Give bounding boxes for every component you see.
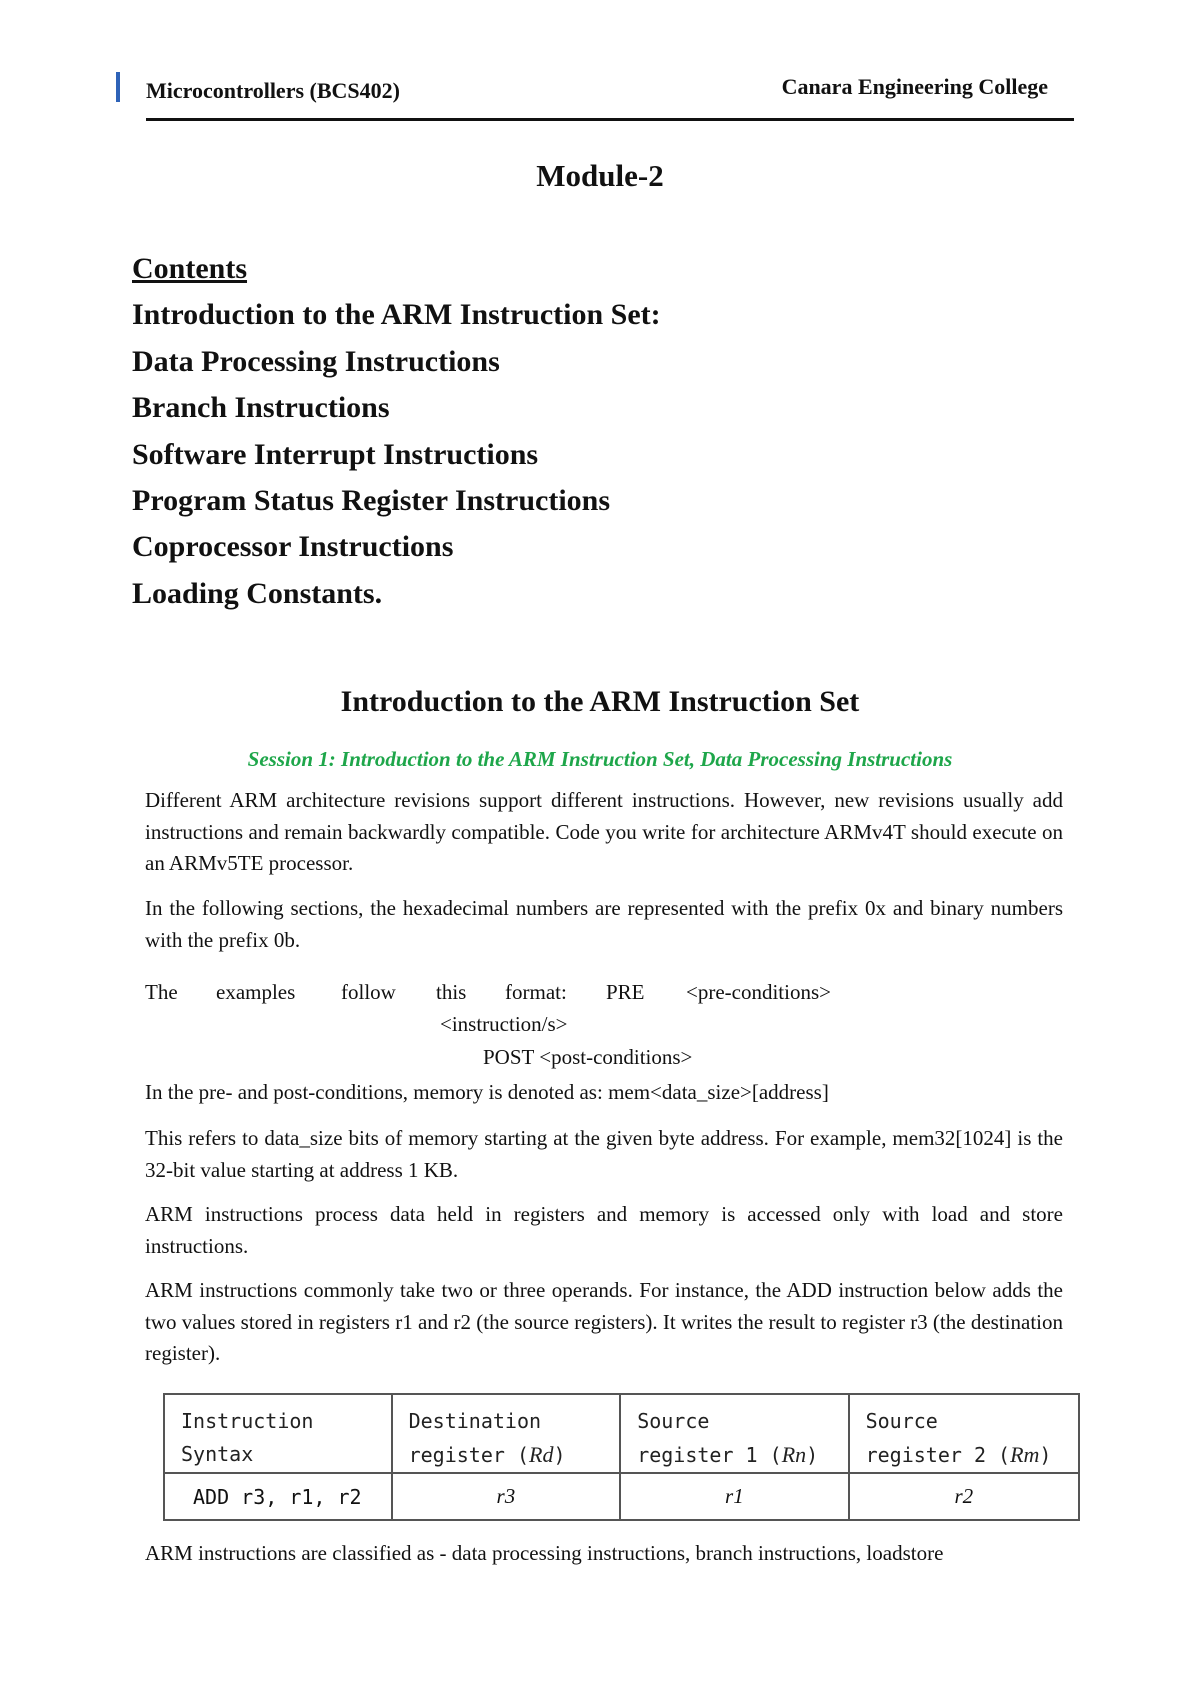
- contents-item: Loading Constants.: [132, 576, 383, 610]
- paragraph: In the following sections, the hexadecimal numbers are represented with the prefix 0x and binary numbers with the prefix 0b.: [145, 896, 1063, 952]
- contents-item: Data Processing Instructions: [132, 344, 500, 378]
- paragraph: Different ARM architecture revisions support different instructions. However, new revisions usually add instructions and remain backwardly compatible. Code you write for architecture ARMv4T should execute on an ARMv5TE processor.: [145, 788, 1063, 875]
- format-pre: PRE: [606, 980, 645, 1004]
- contents-item: Program Status Register Instructions: [132, 484, 611, 518]
- format-word: examples: [216, 980, 296, 1004]
- contents-item: Branch Instructions: [132, 391, 390, 425]
- section-title: Introduction to the ARM Instruction Set: [340, 685, 860, 718]
- paragraph: ARM instructions commonly take two or three operands. For instance, the ADD instruction below adds the two values stored in registers r1 and r2 (the source registers). It writes the result to register r3 (the destination register).: [145, 1278, 1063, 1365]
- header-accent-bar: [116, 72, 120, 102]
- contents-item: Coprocessor Instructions: [132, 530, 454, 564]
- paragraph: ARM instructions are classified as - data processing instructions, branch instructions, loadstore: [145, 1541, 944, 1565]
- format-post: POST <post-conditions>: [483, 1045, 693, 1069]
- instruction-syntax-table: [163, 1393, 1080, 1521]
- table-cell-rd: r3: [392, 1473, 621, 1520]
- session-title: Session 1: Introduction to the ARM Instruction Set, Data Processing Instructions: [247, 747, 953, 771]
- table-cell-rm: r2: [849, 1473, 1079, 1520]
- paragraph: ARM instructions process data held in registers and memory is accessed only with load and store instructions.: [145, 1202, 1063, 1258]
- paragraph: In the pre- and post-conditions, memory is denoted as: mem<data_size>[address]: [145, 1080, 829, 1104]
- module-title: Module-2: [536, 158, 664, 193]
- header-college-name: Canara Engineering College: [781, 74, 1048, 99]
- contents-item: Introduction to the ARM Instruction Set:: [132, 298, 661, 332]
- format-instruction: <instruction/s>: [440, 1012, 568, 1036]
- contents-list: [132, 246, 661, 617]
- table-row: [164, 1473, 1079, 1520]
- header-rule: [146, 118, 1074, 121]
- table-cell-instruction: ADD r3, r1, r2: [164, 1473, 392, 1520]
- table-cell-rn: r1: [620, 1473, 848, 1520]
- format-word: The: [145, 980, 178, 1004]
- table-header-cell: Destination register (Rd): [392, 1394, 621, 1473]
- table-header-cell: Source register 1 (Rn): [620, 1394, 848, 1473]
- table-header-cell: Source register 2 (Rm): [849, 1394, 1079, 1473]
- paragraph: This refers to data_size bits of memory starting at the given byte address. For example, mem32[1024] is the 32-bit value starting at address 1 KB.: [145, 1126, 1063, 1182]
- format-pre-conditions: <pre-conditions>: [686, 980, 831, 1004]
- format-word: format:: [505, 980, 567, 1004]
- header-course-title: Microcontrollers (BCS402): [146, 78, 400, 103]
- contents-item: Software Interrupt Instructions: [132, 437, 539, 471]
- format-word: this: [436, 980, 467, 1004]
- table-header-cell: Instruction Syntax: [164, 1394, 392, 1473]
- contents-heading: Contents: [132, 252, 248, 285]
- format-word: follow: [341, 980, 396, 1004]
- table-header-row: [164, 1394, 1079, 1473]
